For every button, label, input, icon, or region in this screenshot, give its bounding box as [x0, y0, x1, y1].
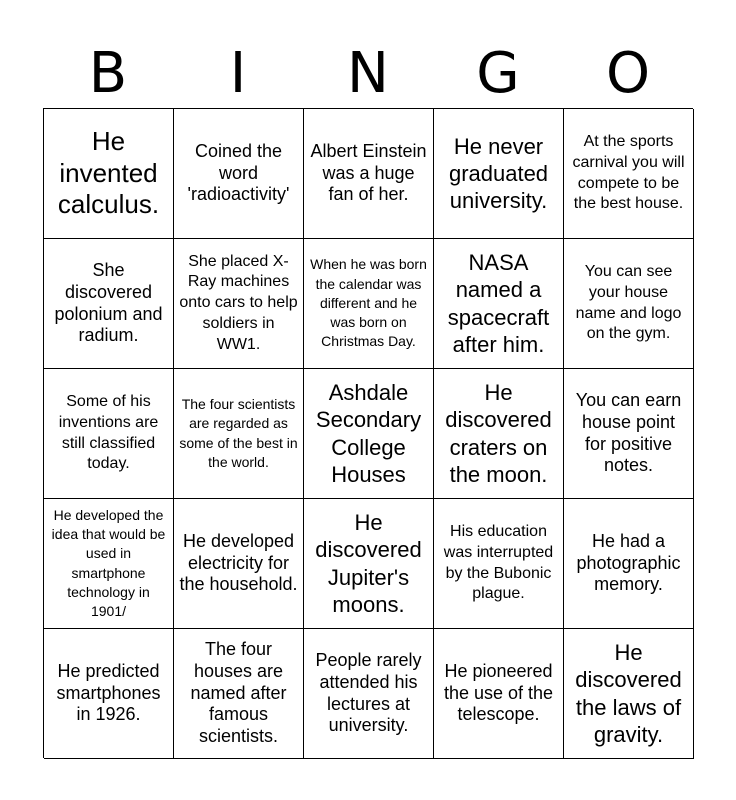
cell-text: People rarely attended his lectures at university. — [315, 649, 422, 736]
bingo-cell[interactable] — [564, 109, 694, 239]
cell-text: His education was interrupted by the Bubonic plague. — [443, 522, 554, 603]
cell-text: Ashdale Secondary College Houses — [315, 379, 422, 487]
cell-text: The four scientists are regarded as some of the best in the world. — [179, 395, 298, 470]
bingo-cell[interactable] — [434, 499, 564, 629]
cell-text: He discovered craters on the moon. — [445, 379, 552, 487]
cell-text: He developed the idea that would be used in smartphone technology in 1901/ — [51, 506, 166, 620]
cell-text: You can earn house point for positive notes. — [575, 389, 682, 476]
bingo-cell[interactable] — [564, 369, 694, 499]
bingo-cell[interactable] — [304, 369, 434, 499]
cell-text: At the sports carnival you will compete to be the best house. — [572, 132, 685, 213]
cell-text: NASA named a spacecraft after him. — [447, 249, 550, 357]
bingo-cell[interactable] — [44, 109, 174, 239]
header-letter-o: O — [605, 41, 651, 106]
cell-text: He never graduated university. — [448, 133, 549, 214]
cell-text: When he was born the calendar was different and he was born on Christmas Day. — [310, 256, 427, 350]
header-letter-g: G — [476, 41, 520, 106]
cell-text: He discovered Jupiter's moons. — [315, 509, 422, 617]
bingo-cell[interactable] — [304, 239, 434, 369]
bingo-cell[interactable] — [304, 499, 434, 629]
cell-text: Coined the word 'radioactivity' — [187, 140, 290, 205]
cell-text: The four houses are named after famous scientists. — [190, 638, 287, 747]
cell-text: He developed electricity for the household. — [179, 530, 298, 595]
bingo-cell[interactable] — [174, 499, 304, 629]
bingo-cell[interactable] — [564, 629, 694, 759]
bingo-cell[interactable] — [174, 369, 304, 499]
bingo-cell[interactable] — [174, 239, 304, 369]
bingo-cell[interactable] — [434, 369, 564, 499]
bingo-cell[interactable] — [304, 109, 434, 239]
cell-text: Some of his inventions are still classified today. — [58, 392, 159, 473]
bingo-cell[interactable] — [434, 629, 564, 759]
header-letter-b: B — [88, 41, 128, 106]
bingo-cell[interactable] — [44, 239, 174, 369]
header-letter-i: I — [229, 41, 247, 106]
cell-text: He invented calculus. — [57, 125, 160, 220]
bingo-cell[interactable] — [564, 239, 694, 369]
cell-text: Albert Einstein was a huge fan of her. — [310, 140, 427, 205]
bingo-cell[interactable] — [304, 629, 434, 759]
cell-text: You can see your house name and logo on the gym. — [575, 262, 682, 343]
cell-text: She placed X-Ray machines onto cars to help soldiers in WW1. — [179, 252, 298, 353]
bingo-cell[interactable] — [174, 109, 304, 239]
cell-text: He pioneered the use of the telescope. — [443, 660, 554, 725]
bingo-header — [43, 40, 693, 108]
cell-text: He discovered the laws of gravity. — [575, 639, 682, 747]
cell-text: She discovered polonium and radium. — [54, 259, 163, 346]
bingo-cell[interactable] — [434, 109, 564, 239]
cell-text: He predicted smartphones in 1926. — [56, 660, 161, 725]
cell-text: He had a photographic memory. — [576, 530, 681, 595]
bingo-cell[interactable] — [44, 369, 174, 499]
header-letter-n: N — [347, 41, 389, 106]
bingo-cell[interactable] — [564, 499, 694, 629]
bingo-cell[interactable] — [44, 629, 174, 759]
bingo-cell[interactable] — [434, 239, 564, 369]
bingo-cell[interactable] — [174, 629, 304, 759]
bingo-cell[interactable] — [44, 499, 174, 629]
bingo-board — [43, 108, 693, 758]
